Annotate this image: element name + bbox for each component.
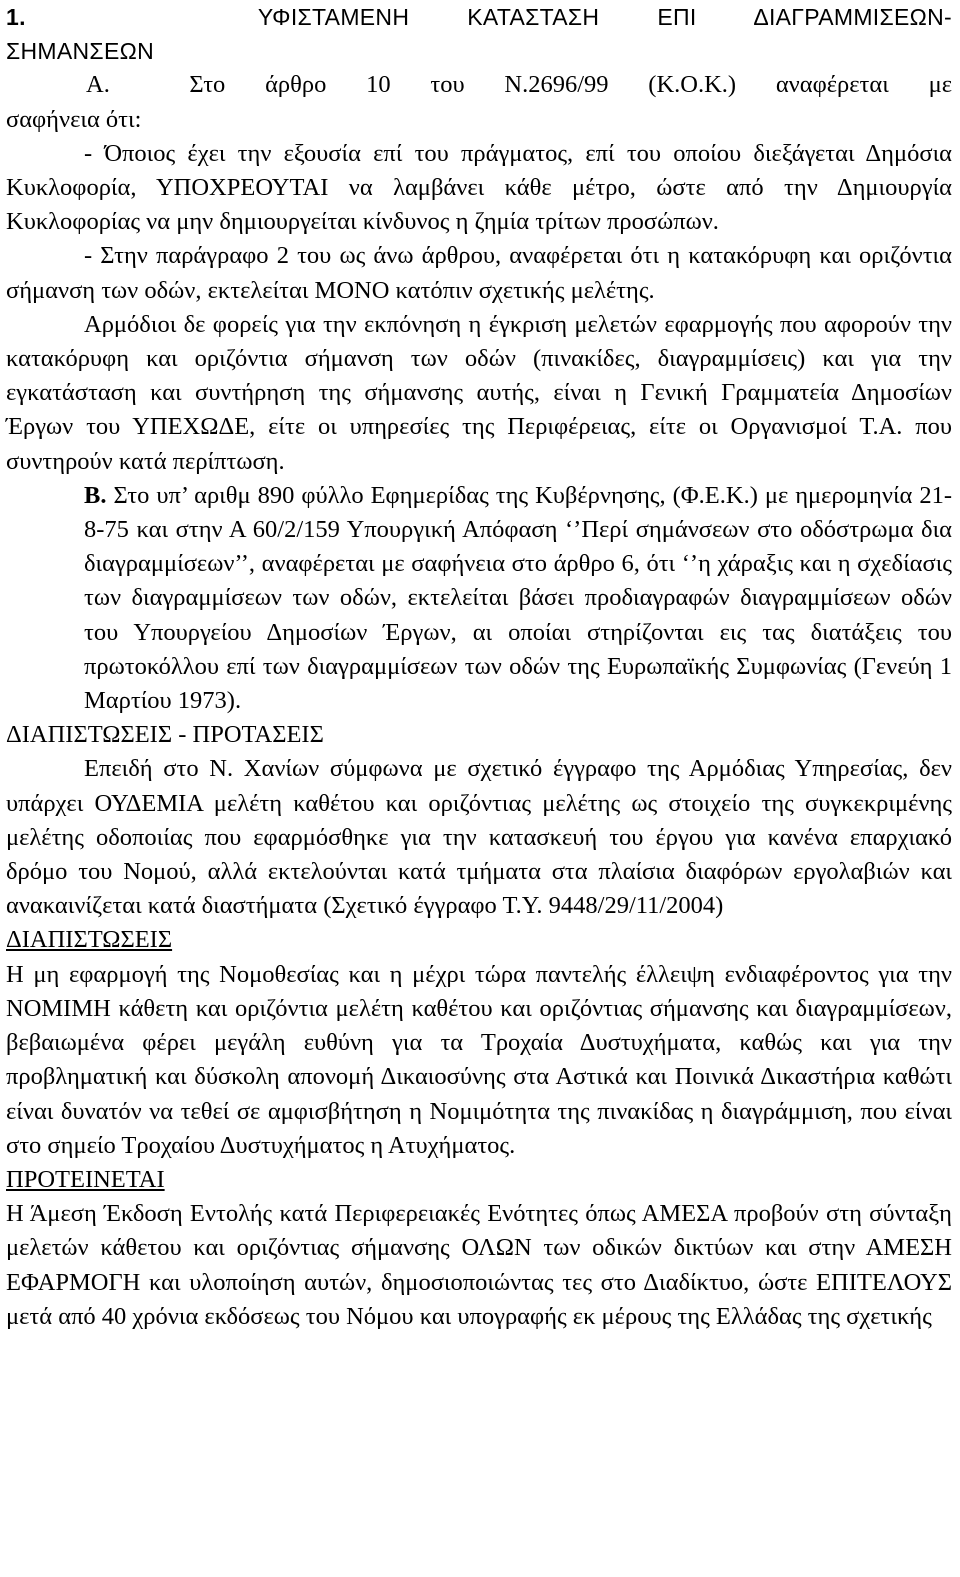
section-a-label: Α.	[86, 71, 110, 99]
section-heading-line1	[6, 0, 952, 34]
section-b	[6, 479, 952, 718]
section-a-intro-line2: σαφήνεια ότι:	[6, 105, 142, 133]
section-a-intro: Στο άρθρο 10 του Ν.2696/99 (Κ.Ο.Κ.) αναφέρεται με	[189, 71, 953, 99]
section-b-text: Στο υπ’ αριθμ 890 φύλλο Εφημερίδας της Κυβέρνησης, (Φ.Ε.Κ.) με ημερομηνία 21-8-75 και στην Α 60/2/159 Υπουργική Απόφαση ‘’Περί σημάνσεων στο οδόστρωμα δια διαγραμμίσεων’’, αναφέρεται με σαφήνεια στο άρθρο 6, ότι ‘’η χάραξις και η σχεδίασις των διαγραμμίσεων των οδών, εκτελείται βάσει προδιαγραφών διαγραμμίσεων οδών του Υπουργείου Δημοσίων Έργων, αι οποίαι στηρίζονται εις τας διατάξεις του πρωτοκόλλου επί των διαγραμμίσεων των οδών της Ευρωπαϊκής Συμφωνίας (Γενεύη 1 Μαρτίου 1973).	[84, 481, 953, 715]
section-heading-text: ΥΦΙΣΤΑΜΕΝΗ ΚΑΤΑΣΤΑΣΗ ΕΠΙ ΔΙΑΓΡΑΜΜΙΣΕΩΝ-	[257, 4, 952, 30]
section-number: 1.	[6, 4, 26, 30]
findings-proposals-text: Επειδή στο Ν. Χανίων σύμφωνα με σχετικό έγγραφο της Αρμόδιας Υπηρεσίας, δεν υπάρχει ΟΥΔΕΜΙΑ μελέτη καθέτου και οριζόντιας μελέτης ως στοιχείο της συγκεκριμένης μελέτης οδοποιίας που εφαρμόσθηκε για την κατασκευή του έργου για κανένα επαρχιακό δρόμο του Νομού, αλλά εκτελούνται κατά τμήματα στα πλαίσια διαφόρων εργολαβιών και ανακαινίζεται κατά διαστήματα (Σχετικό έγγραφο Τ.Υ. 9448/29/11/2004)	[6, 755, 952, 920]
section-a-bullet-1: - Όποιος έχει την εξουσία επί του πράγματος, επί του οποίου διεξάγεται Δημόσια Κυκλοφορία, ΥΠΟΧΡΕΟΥΤΑΙ να λαμβάνει κάθε μέτρο, ώστε από την Δημιουργία Κυκλοφορίας να μην δημιουργείται κίνδυνος η ζημία τρίτων προσώπων.	[6, 139, 952, 236]
document-page	[6, 0, 952, 1334]
section-a-paragraph: Αρμόδιοι δε φορείς για την εκπόνηση η έγκριση μελετών εφαρμογής που αφορούν την κατακόρυφη και οριζόντια σήμανση των οδών (πινακίδες, διαγραμμίσεις) και για την εγκατάσταση και συντήρηση της σήμανσης αυτής, είναι η Γενική Γραμματεία Δημοσίων Έργων του ΥΠΕΧΩΔΕ, είτε οι υπηρεσίες της Περιφέρειας, είτε οι Οργανισμοί Τ.Α. που συντηρούν κατά περίπτωση.	[6, 310, 952, 475]
section-a-intro-line1	[6, 68, 952, 102]
section-a-bullet-2: - Στην παράγραφο 2 του ως άνω άρθρου, αναφέρεται ότι η κατακόρυφη και οριζόντια σήμανση των οδών, εκτελείται ΜΟΝΟ κατόπιν σχετικής μελέτης.	[6, 242, 952, 304]
section-b-label: Β.	[84, 481, 107, 509]
proposals-title: ΠΡΟΤΕΙΝΕΤΑΙ	[6, 1165, 165, 1193]
section-heading-line2: ΣΗΜΑΝΣΕΩΝ	[6, 38, 154, 65]
proposals-text: Η Άμεση Έκδοση Εντολής κατά Περιφερειακές Ενότητες όπως ΑΜΕΣΑ προβούν στη σύνταξη μελετών κάθετου και οριζόντιας σήμανσης ΟΛΩΝ των οδικών δικτύων και στην ΑΜΕΣΗ ΕΦΑΡΜΟΓΗ και υλοποίηση αυτών, δημοσιοποιώντας τες στο Διαδίκτυο, ώστε ΕΠΙΤΕΛΟΥΣ μετά από 40 χρόνια εκδόσεως του Νόμου και υπογραφής εκ μέρους της Ελλάδας της σχετικής	[6, 1200, 952, 1330]
findings-proposals-title: ΔΙΑΠΙΣΤΩΣΕΙΣ - ΠΡΟΤΑΣΕΙΣ	[6, 721, 324, 749]
findings-text: Η μη εφαρμογή της Νομοθεσίας και η μέχρι τώρα παντελής έλλειψη ενδιαφέροντος για την ΝΟΜΙΜΗ κάθετη και οριζόντια μελέτη καθέτου και οριζόντιας σήμανσης και διαγραμμίσεων, βεβαιωμένα φέρει μεγάλη ευθύνη για τα Τροχαία Δυστυχήματα, καθώς και για την προβληματική και δύσκολη απονομή Δικαιοσύνης στα Αστικά και Ποινικά Δικαστήρια καθώτι είναι δυνατόν να τεθεί σε αμφισβήτηση η Νομιμότητα της πινακίδας η διαγράμμιση, που είναι στο σημείο Τροχαίου Δυστυχήματος η Ατυχήματος.	[6, 960, 952, 1159]
findings-title: ΔΙΑΠΙΣΤΩΣΕΙΣ	[6, 926, 173, 954]
